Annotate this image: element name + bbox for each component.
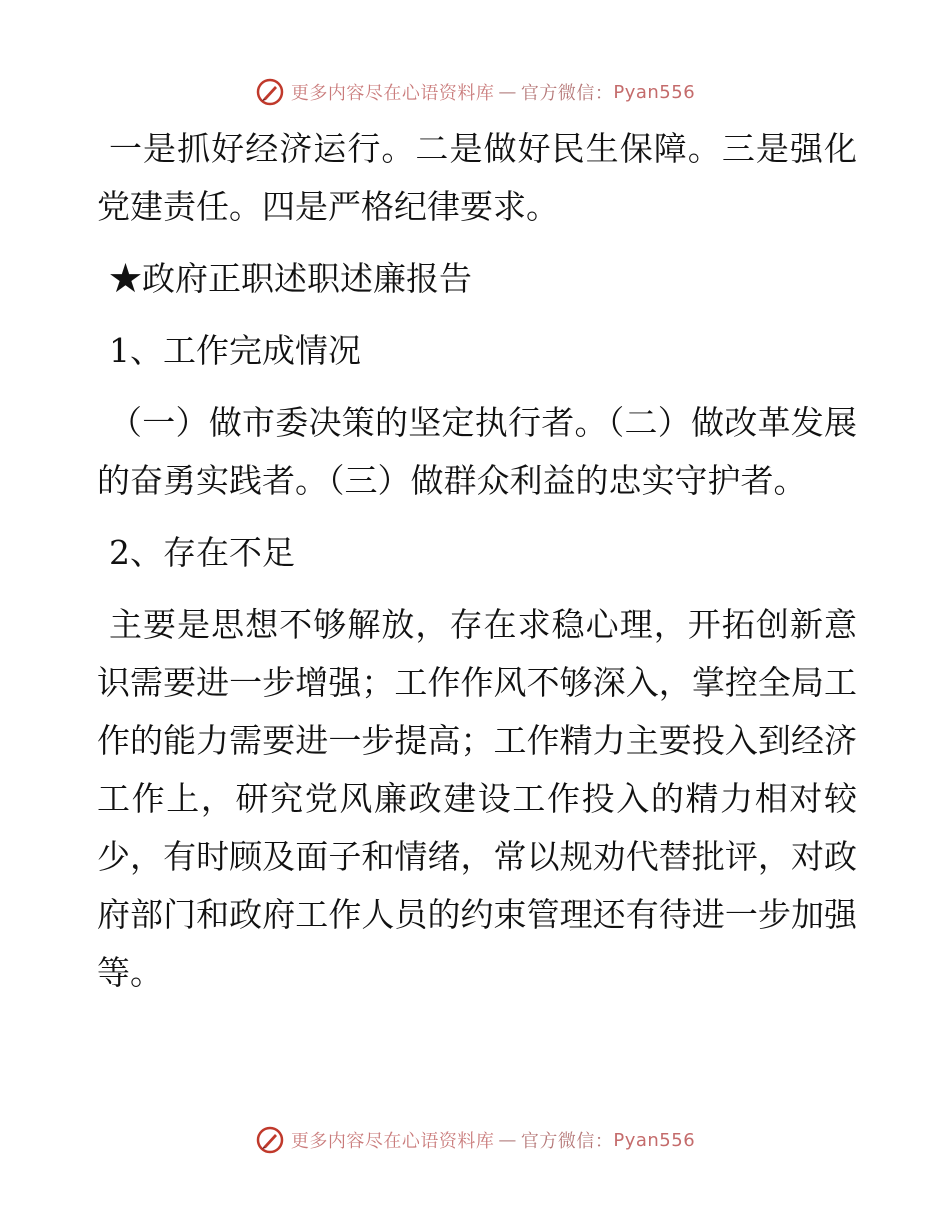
- document-body: [97, 120, 857, 1002]
- watermark-site-text: 更多内容尽在心语资料库: [290, 1131, 495, 1152]
- watermark-wechat-id: Pyan556: [613, 81, 696, 103]
- footer-watermark: [0, 1120, 950, 1160]
- watermark-separator: —: [498, 81, 517, 103]
- pen-seal-icon: [255, 1125, 285, 1155]
- paragraph-work-completion: （一）做市委决策的坚定执行者。（二）做改革发展的奋勇实践者。（三）做群众利益的忠实守护者。: [97, 403, 857, 500]
- pen-seal-icon: [255, 77, 285, 107]
- watermark-wechat-id: Pyan556: [613, 1129, 696, 1151]
- paragraph-shortcomings: 主要是思想不够解放，存在求稳心理，开拓创新意识需要进一步增强；工作作风不够深入，掌控全局工作的能力需要进一步提高；工作精力主要投入到经济工作上，研究党风廉政建设工作投入的精力相对较少，有时顾及面子和情绪，常以规劝代替批评，对政府部门和政府工作人员的约束管理还有待进一步加强等。: [97, 605, 857, 992]
- section-heading-report: ★政府正职述职述廉报告: [109, 259, 472, 298]
- subheading-shortcomings: 2、存在不足: [109, 533, 295, 572]
- subheading-work-completion: 1、工作完成情况: [109, 331, 361, 370]
- paragraph-work-points: 一是抓好经济运行。二是做好民生保障。三是强化党建责任。四是严格纪律要求。: [97, 129, 857, 226]
- watermark-site-text: 更多内容尽在心语资料库: [290, 83, 495, 104]
- header-watermark: [0, 72, 950, 112]
- watermark-separator: —: [498, 1129, 517, 1151]
- watermark-wechat-label: 官方微信：: [520, 1131, 614, 1152]
- watermark-wechat-label: 官方微信：: [520, 83, 614, 104]
